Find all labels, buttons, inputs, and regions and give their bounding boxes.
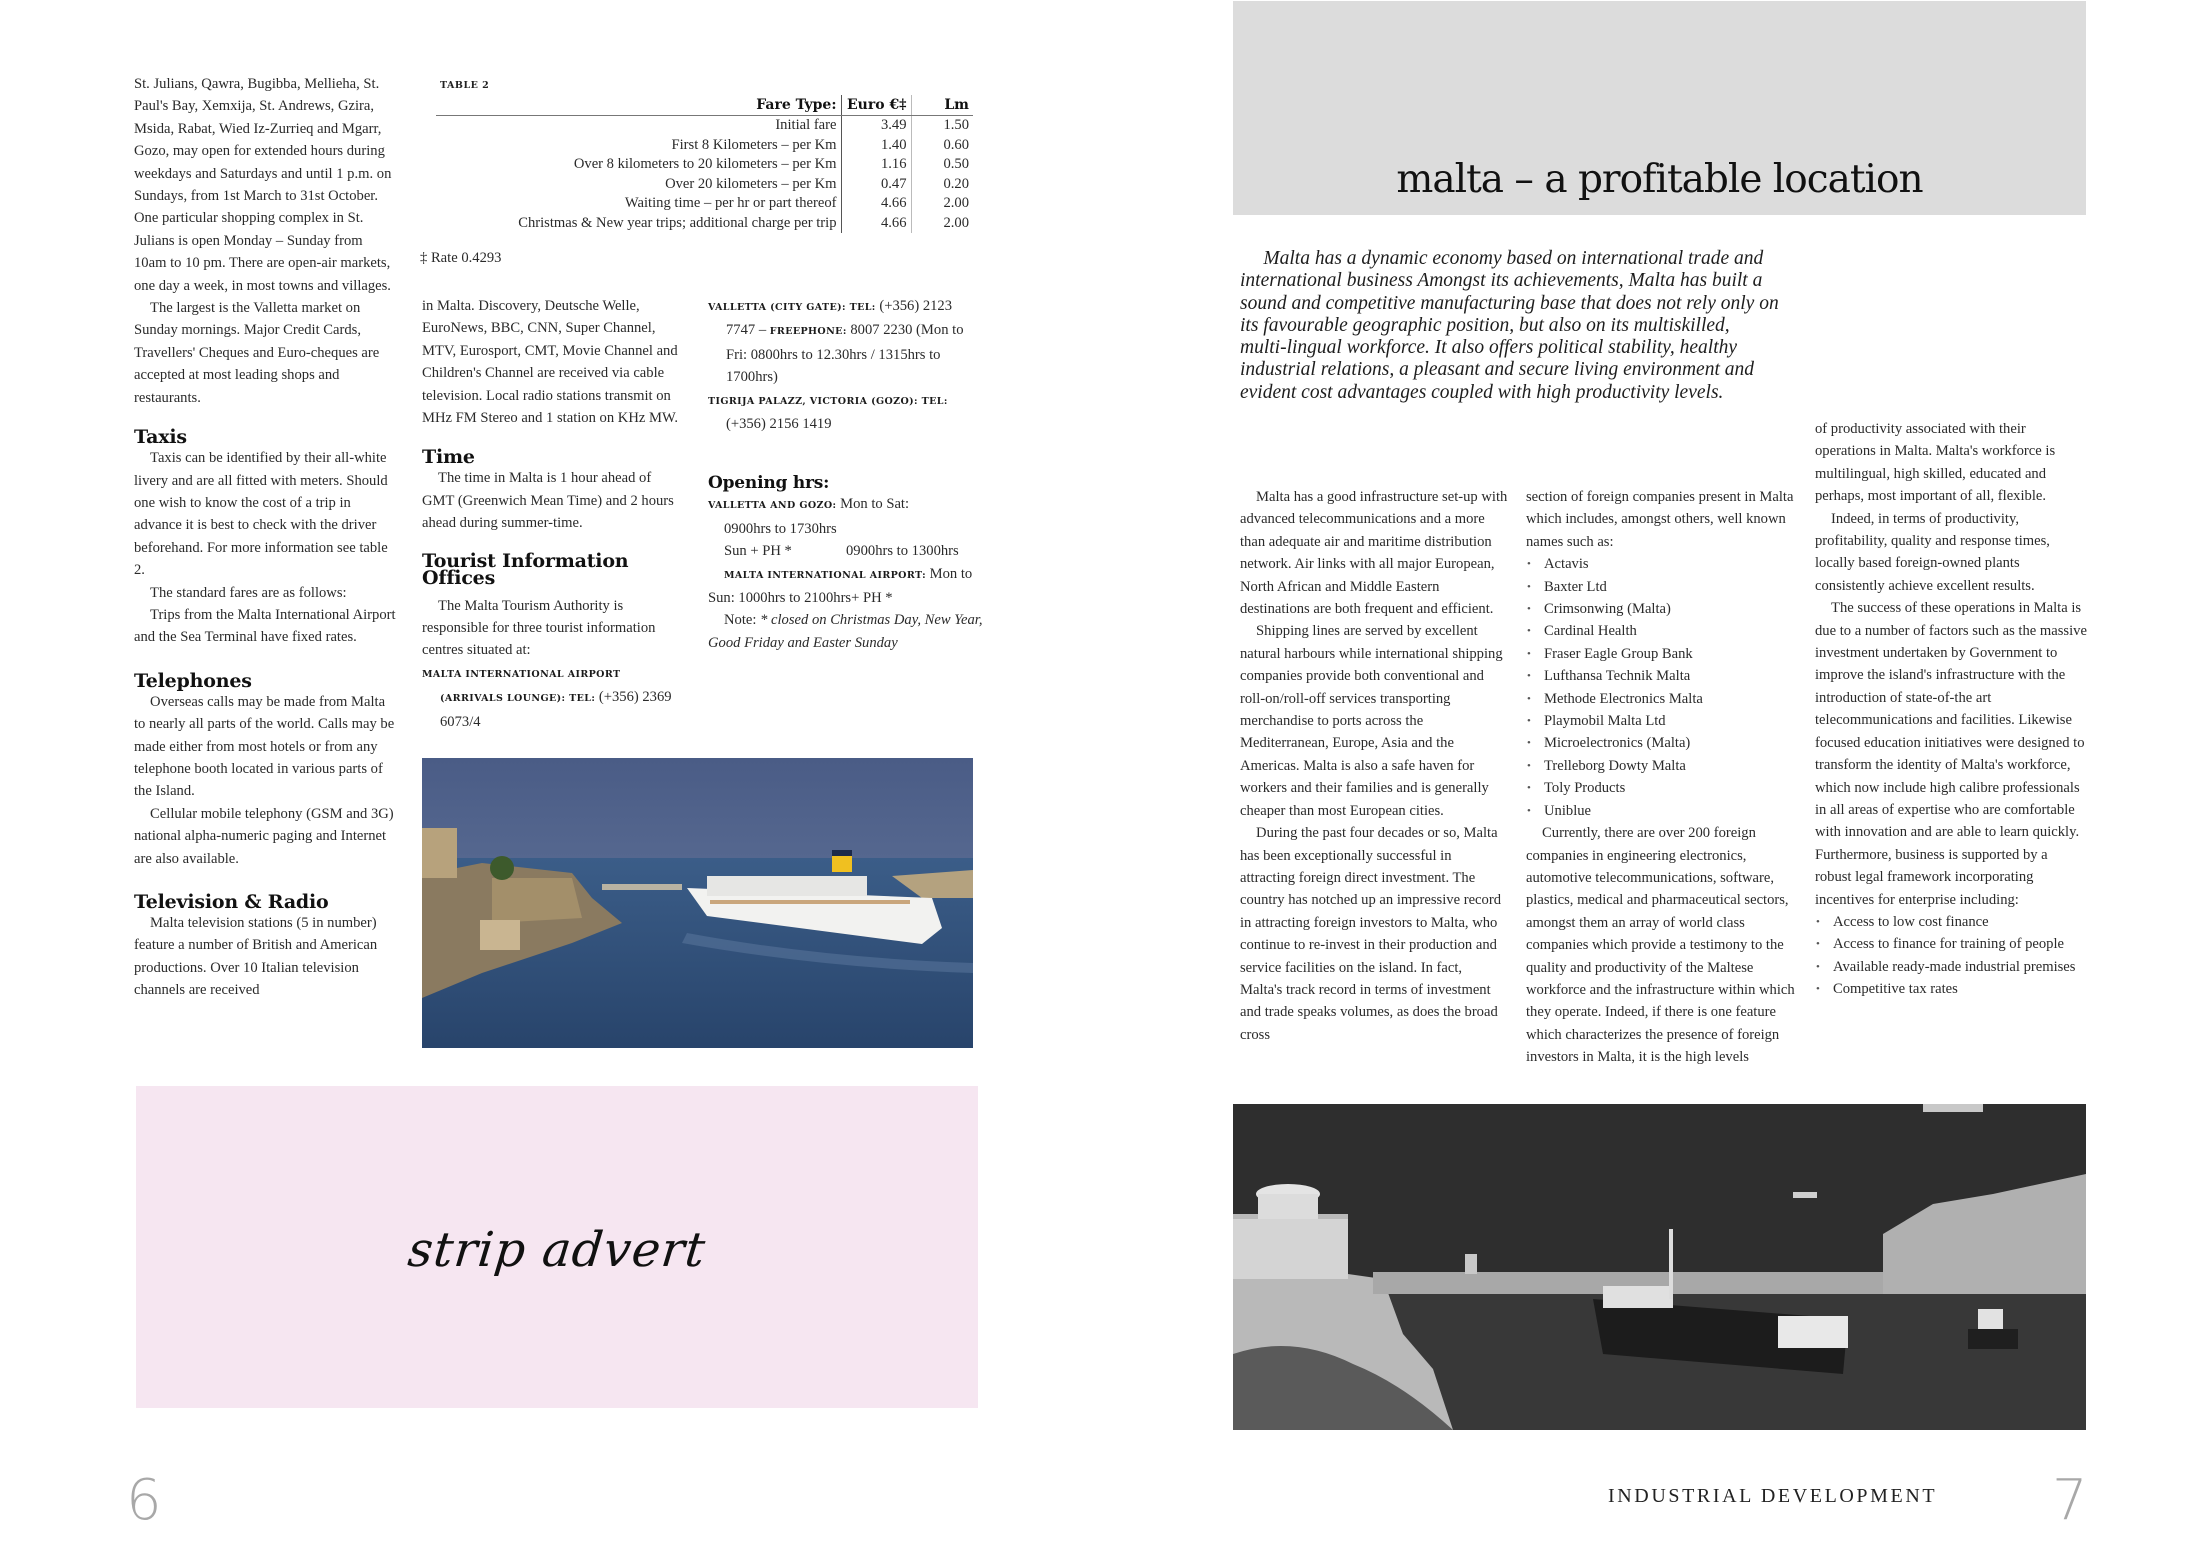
note-text: * closed on Christmas Day, New Year, Good Friday and Easter Sunday — [708, 612, 983, 651]
list-item: • Playmobil Malta Ltd — [1526, 710, 1802, 732]
shipping-paragraph: Shipping lines are served by excellent natural harbours while international shipping companies provide both conventional and roll-on/roll-off services transporting merchandise to ports across the Mediterranean, Europe, Asia and the Americas. Malta is also a safe haven for workers and their families and is generally cheaper than most European cities. — [1240, 623, 1503, 819]
lm-cell: 1.50 — [943, 117, 969, 133]
valletta-office-tel: (+356) 2123 7747 – — [726, 298, 953, 339]
success-paragraph: The success of these operations in Malta is due to a number of factors such as the massive investment undertaken by Government to improve the island's infrastructure with the introduction of state-of-the art telecommunications and facilities. Likewise focused education initiatives were designed to transform the identity of Malta's workforce, which now include high calibre professionals in all areas of expertise who are comfortable with innovation and are able to learn quickly. Furthermore, business is supported by a robust legal framework incorporating incentives for enterprise including: — [1815, 600, 2087, 908]
gozo-office-tel: (+356) 2156 1419 — [726, 416, 832, 433]
euro-cell: 3.49 — [841, 116, 911, 136]
list-item: • Actavis — [1526, 553, 1802, 575]
table-row — [436, 136, 973, 156]
note-label: Note: — [724, 612, 761, 629]
market-paragraph: The largest is the Valletta market on Sunday mornings. Major Credit Cards, Travellers' Cheques and Euro-cheques are accepted at most leading shops and restaurants. — [134, 300, 380, 406]
intro-paragraph — [1240, 248, 1780, 404]
strip-advert[interactable] — [136, 1086, 978, 1408]
shopping-paragraph: St. Julians, Qawra, Bugibba, Mellieha, St. Paul's Bay, Xemxija, St. Andrews, Gzira, Msida, Rabat, Wied Iz-Zurrieq and Mgarr, Gozo, may open for extended hours during weekdays and Saturdays and until 1 p.m. on Sundays, from 1st March to 31st October. One particular shopping complex in St. Julians is open Monday – Sunday from 10am to 10 pm. There are open-air markets, one day a week, in most towns and villages. — [134, 76, 392, 294]
fare-type-cell: First 8 Kilometers – per Km — [436, 136, 841, 156]
lm-cell: 2.00 — [943, 195, 969, 211]
page-number-right: 7 — [2052, 1468, 2088, 1533]
freephone-text: 8007 2230 (Mon to Fri: 0800hrs to 12.30hrs / 1315hrs to 1700hrs) — [726, 322, 964, 386]
foreign-companies-paragraph: Currently, there are over 200 foreign companies in engineering electronics, automotive telecommunications, software, plastics, medical and pharmaceutical sectors, amongst them an array of world class companies which provide a testimony to the quality and productivity of the Maltese workforce and the infrastructure within which they operate. Indeed, if there is one feature which characterizes the presence of foreign investors in Malta, it is the high levels — [1526, 825, 1795, 1066]
results-paragraph: Indeed, in terms of productivity, profitability, quality and response times, locally based foreign-owned plants consistently achieve excellent results. — [1815, 510, 2050, 594]
companies-list — [1526, 553, 1802, 822]
lm-cell: 0.60 — [943, 136, 969, 153]
valletta-gozo-hours — [708, 493, 984, 517]
freephone-label: FREEPHONE: — [769, 326, 847, 338]
fare-table — [436, 95, 973, 233]
tv-radio-heading: Television & Radio — [134, 891, 329, 913]
sunday-hours-row — [708, 540, 984, 562]
table-row — [436, 175, 973, 195]
left-column-2 — [422, 295, 686, 733]
fare-type-cell: Initial fare — [436, 116, 841, 136]
left-column-1 — [134, 73, 396, 1002]
list-item: • Crimsonwing (Malta) — [1526, 598, 1802, 620]
airport-office-entry — [422, 662, 686, 733]
intro-text: Malta has a dynamic economy based on international trade and international business Amongst its achievements, Malta has built a sound and competitive manufacturing base that does not rely only on its favourable geographic position, but also on its multiskilled, multi-lingual workforce. It also offers political stability, healthy industrial relations, a pleasant and secure living environment and evident cost advantages coupled with high productivity levels. — [1240, 248, 1779, 403]
incentives-list — [1815, 911, 2087, 1001]
list-item: • Fraser Eagle Group Bank — [1526, 643, 1802, 665]
tv-paragraph: Malta television stations (5 in number) feature a number of British and American productions. Over 10 Italian television channels are received — [134, 915, 378, 999]
list-item: • Toly Products — [1526, 777, 1802, 799]
euro-cell: 0.47 — [841, 175, 911, 195]
euro-cell: 4.66 — [841, 214, 911, 234]
right-column-1 — [1240, 486, 1508, 1046]
fare-type-cell: Over 20 kilometers – per Km — [436, 175, 841, 195]
cruise-ship-photo-image — [422, 758, 973, 1048]
left-column-3 — [708, 295, 984, 654]
list-item: • Uniblue — [1526, 800, 1802, 822]
fare-type-header: Fare Type: — [436, 95, 841, 116]
page-title: malta – a profitable location — [1396, 157, 1923, 202]
list-item: • Methode Electronics Malta — [1526, 688, 1802, 710]
opening-note — [708, 609, 984, 654]
airport-hours-label: MALTA INTERNATIONAL AIRPORT: — [724, 569, 927, 581]
right-column-2 — [1526, 486, 1802, 1069]
list-item: • Available ready-made industrial premises — [1815, 956, 2087, 978]
lm-cell: 2.00 — [943, 214, 969, 231]
tv-continued-paragraph: in Malta. Discovery, Deutsche Welle, EuroNews, BBC, CNN, Super Channel, MTV, Eurosport, CMT, Movie Channel and Children's Channel are received via cable television. Local radio stations transmit on MHz FM Stereo and 1 station on KHz MW. — [422, 298, 679, 427]
fare-type-cell: Waiting time – per hr or part thereof — [436, 194, 841, 214]
page-number-left: 6 — [126, 1468, 162, 1533]
table-footnote: ‡ Rate 0.4293 — [420, 250, 502, 266]
title-banner — [1233, 1, 2086, 215]
list-item: • Lufthansa Technik Malta — [1526, 665, 1802, 687]
lm-cell: 0.50 — [943, 156, 969, 172]
time-heading: Time — [422, 446, 475, 469]
fare-type-cell: Over 8 kilometers to 20 kilometers – per Km — [436, 155, 841, 175]
telephones-paragraph: Overseas calls may be made from Malta to nearly all parts of the world. Calls may be made either from most hotels or from any telephone booth located in various parts of the Island. — [134, 693, 395, 800]
airport-hours-text: Mon to Sun: 1000hrs to 2100hrs+ PH * — [708, 565, 973, 607]
valletta-gozo-days: Mon to Sat: — [836, 496, 910, 513]
list-item: • Access to low cost finance — [1815, 911, 2087, 933]
running-footer: INDUSTRIAL DEVELOPMENT — [1608, 1485, 1938, 1507]
cargo-ship-photo — [1233, 1104, 2086, 1430]
table-row — [436, 194, 973, 214]
fare-table-header — [436, 95, 973, 116]
time-paragraph: The time in Malta is 1 hour ahead of GMT (Greenwich Mean Time) and 2 hours ahead during summer-time. — [422, 470, 674, 532]
valletta-office-entry — [708, 295, 984, 389]
investment-paragraph: During the past four decades or so, Malta has been exceptionally successful in attracting foreign direct investment. The country has notched up an impressive record in attracting foreign investors to Malta, who continue to re-invest in their production and service facilities on the island. In fact, Malta's track record in terms of investment and trade speaks volumes, as does the broad cross — [1240, 825, 1501, 1043]
list-item: • Cardinal Health — [1526, 620, 1802, 642]
list-item: • Baxter Ltd — [1526, 576, 1802, 598]
taxis-fixed-rates-paragraph: Trips from the Malta International Airport and the Sea Terminal have fixed rates. — [134, 606, 396, 646]
taxis-fares-paragraph: The standard fares are as follows: — [150, 584, 347, 601]
sunday-label: Sun + PH * — [724, 543, 792, 560]
gozo-office-entry — [708, 389, 984, 436]
airport-office-tel: (+356) 2369 6073/4 — [440, 689, 672, 730]
valletta-office-label: VALLETTA (CITY GATE): TEL: — [708, 302, 876, 313]
lm-cell: 0.20 — [943, 175, 969, 192]
euro-cell: 1.40 — [841, 136, 911, 156]
lm-header: Lm — [911, 95, 973, 116]
cellular-paragraph: Cellular mobile telephony (GSM and 3G) national alpha-numeric paging and Internet are also available. — [134, 805, 394, 867]
infrastructure-paragraph: Malta has a good infrastructure set-up with advanced telecommunications and a more than adequate air and maritime distribution network. Air links with all major European, North African and Middle Eastern destinations are both frequent and efficient. — [1240, 489, 1508, 618]
table-row — [436, 214, 973, 234]
euro-cell: 4.66 — [841, 194, 911, 214]
table-row — [436, 155, 973, 175]
taxis-paragraph: Taxis can be identified by their all-white livery and are all fitted with meters. Should one wish to know the cost of a trip in advance it is best to check with the driver beforehand. For more information see table 2. — [134, 450, 388, 579]
telephones-heading: Telephones — [134, 669, 252, 692]
tourist-offices-heading: Tourist Information Offices — [422, 549, 629, 589]
cargo-ship-photo-image — [1233, 1104, 2086, 1430]
list-item: • Competitive tax rates — [1815, 978, 2087, 1000]
list-item: • Access to finance for training of people — [1815, 933, 2087, 955]
list-item: • Trelleborg Dowty Malta — [1526, 755, 1802, 777]
valletta-gozo-label: VALLETTA AND GOZO: — [708, 500, 837, 512]
companies-lead: section of foreign companies present in Malta which includes, amongst others, well known names such as: — [1526, 489, 1794, 550]
weekday-hours: 0900hrs to 1730hrs — [724, 520, 837, 537]
airport-office-label: MALTA INTERNATIONAL AIRPORT (ARRIVALS LOUNGE): TEL: — [422, 668, 621, 705]
cruise-ship-photo — [422, 758, 973, 1048]
euro-header: Euro €‡ — [841, 95, 911, 116]
right-column-3 — [1815, 418, 2087, 1001]
table-row — [436, 116, 973, 136]
productivity-paragraph: of productivity associated with their operations in Malta. Malta's workforce is multilingual, high skilled, educated and perhaps, most important of all, flexible. — [1815, 421, 2056, 505]
sunday-hours: 0900hrs to 1300hrs — [846, 543, 959, 560]
opening-hours-heading: Opening hrs: — [708, 473, 830, 494]
list-item: • Microelectronics (Malta) — [1526, 732, 1802, 754]
airport-hours — [708, 563, 984, 610]
table-label: TABLE 2 — [440, 80, 490, 91]
strip-advert-text: strip advert — [405, 1222, 709, 1278]
taxis-heading: Taxis — [134, 426, 187, 449]
tourist-offices-paragraph: The Malta Tourism Authority is responsible for three tourist information centres situated at: — [422, 597, 656, 659]
fare-type-cell: Christmas & New year trips; additional charge per trip — [436, 214, 841, 234]
euro-cell: 1.16 — [841, 155, 911, 175]
gozo-office-label: TIGRIJA PALAZZ, VICTORIA (GOZO): TEL: — [708, 395, 948, 407]
